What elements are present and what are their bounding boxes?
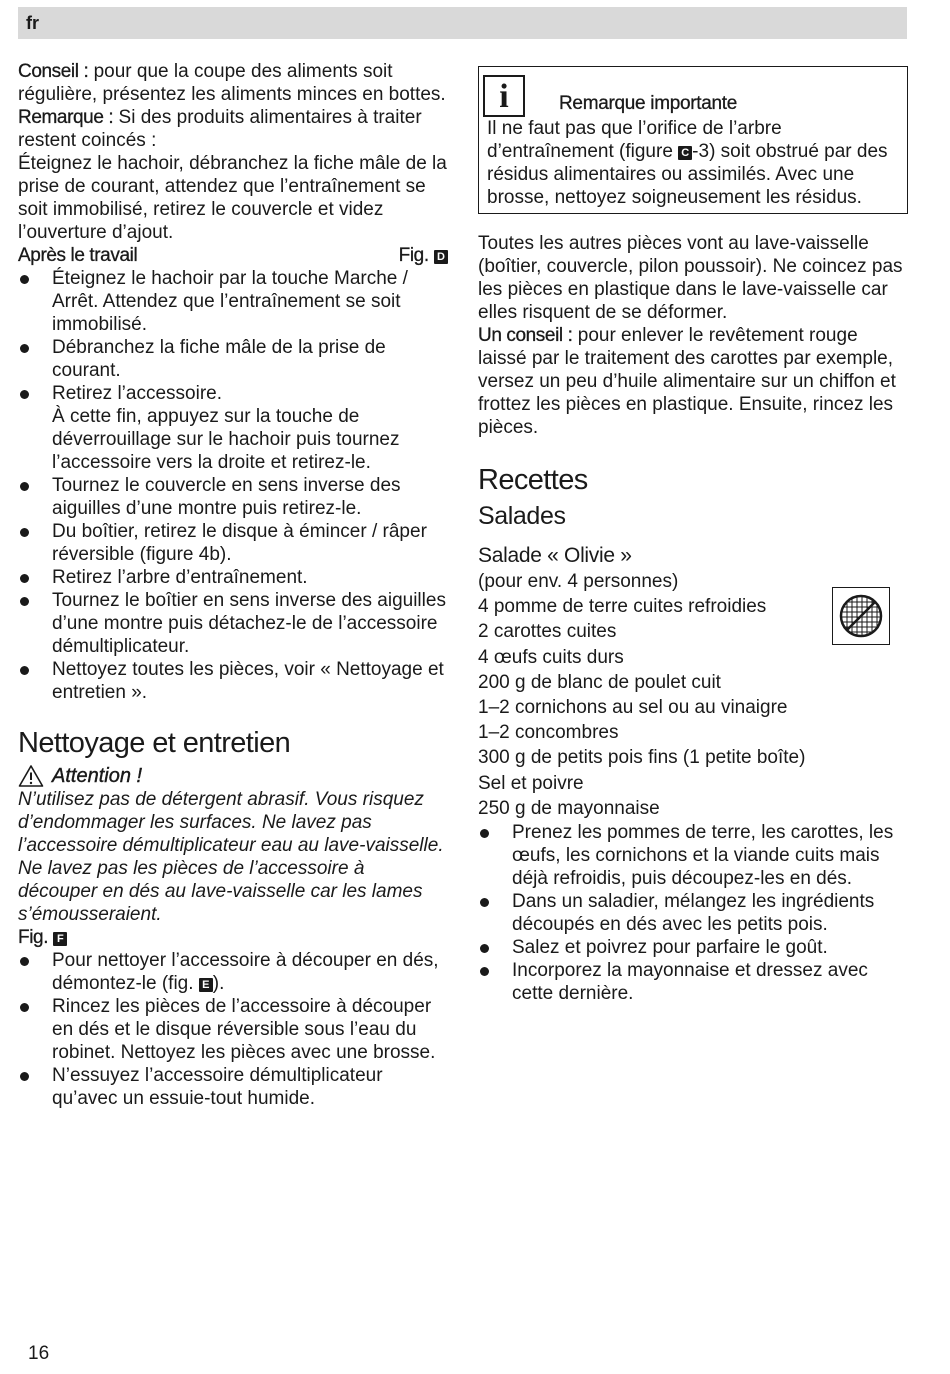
- recipe-steps: [478, 821, 908, 1005]
- ingredient-line: 4 œufs cuits durs: [478, 646, 624, 668]
- tip-paragraph: [478, 324, 908, 439]
- note-text: [487, 117, 907, 209]
- ingredient-line: 200 g de blanc de poulet cuit: [478, 671, 721, 693]
- cleaning-list: [18, 949, 448, 1110]
- apres-list: [18, 267, 448, 704]
- page-number: 16: [28, 1343, 50, 1364]
- list-item: Nettoyez toutes les pièces, voir « Nettoyage et entretien ».: [18, 658, 448, 704]
- list-item: N’essuyez l’accessoire démultiplicateur qu’avec un essuie-tout humide.: [18, 1064, 448, 1110]
- dishwasher-paragraph: Toutes les autres pièces vont au lave-vaisselle (boîtier, couvercle, pilon poussoir). Ne coincez pas les pièces en plastique dans le lave-vaisselle car elles risquent de se déformer.: [478, 233, 903, 323]
- conseil-paragraph: [18, 60, 448, 106]
- ingredient-line: 2 carottes cuites: [478, 621, 617, 643]
- list-item: [18, 949, 448, 995]
- language-code: fr: [26, 13, 39, 33]
- fig-label: Fig.: [398, 245, 429, 266]
- recipe-title: Salade « Olivie »: [478, 544, 632, 567]
- list-item-text-end: ).: [212, 973, 225, 994]
- list-item: Retirez l’arbre d’entraînement.: [18, 566, 448, 589]
- fig-d-badge: D: [434, 250, 448, 264]
- list-item: Tournez le boîtier en sens inverse des aiguilles d’une montre puis détachez-le de l’accessoire démultiplicateur.: [18, 589, 448, 658]
- list-item-text: Retirez l’accessoire.: [52, 383, 222, 404]
- right-column: [478, 66, 908, 1005]
- list-item: Éteignez le hachoir par la touche Marche / Arrêt. Attendez que l’entraînement se soit immobilisé.: [18, 267, 448, 336]
- remarque-text: Si des produits alimentaires à traiter restent coincés :: [18, 107, 422, 151]
- no-dicing-grid-icon: [832, 587, 890, 645]
- list-item: Du boîtier, retirez le disque à émincer / râper réversible (figure 4b).: [18, 520, 448, 566]
- ingredient-line: 4 pomme de terre cuites refroidies: [478, 596, 767, 618]
- note-title: Remarque importante: [559, 93, 738, 114]
- list-item: [18, 382, 448, 474]
- list-item: Prenez les pommes de terre, les carottes, les œufs, les cornichons et la viande cuits mais déjà refroidis, puis découpez-les en dés.: [478, 821, 908, 890]
- remarque-label: Remarque :: [18, 107, 114, 128]
- tip-text: pour enlever le revêtement rouge laissé par le traitement des carottes par exemple, versez un peu d’huile alimentaire sur un chiffon et frottez les pièces en plastique. Ensuite, rincez les pièces.: [478, 325, 896, 438]
- tip-label: Un conseil :: [478, 325, 573, 346]
- list-item: Dans un saladier, mélangez les ingrédients découpés en dés avec les petits pois.: [478, 890, 908, 936]
- ingredient-line: 250 g de mayonnaise: [478, 797, 660, 819]
- ingredient-line: 1–2 cornichons au sel ou au vinaigre: [478, 697, 788, 719]
- salades-heading: Salades: [478, 502, 566, 530]
- fig-f-ref: [18, 926, 448, 949]
- conseil-label: Conseil :: [18, 61, 89, 82]
- conseil-text: pour que la coupe des aliments soit régulière, présentez les aliments minces en bottes.: [18, 61, 446, 105]
- ingredient-line: (pour env. 4 personnes): [478, 571, 679, 592]
- fig-e-badge: E: [199, 978, 213, 992]
- attention-label: Attention !: [52, 764, 143, 787]
- recettes-heading: Recettes: [478, 464, 588, 496]
- important-note-box: [478, 66, 908, 214]
- fig-f-badge: F: [53, 932, 67, 946]
- ingredient-line: 300 g de petits pois fins (1 petite boîte): [478, 747, 806, 769]
- remarque-paragraph: [18, 106, 448, 152]
- apres-heading: [18, 244, 448, 267]
- apres-title: Après le travail: [18, 245, 138, 266]
- fig-label: Fig.: [18, 927, 49, 948]
- left-column: [18, 60, 448, 1110]
- ingredient-line: 1–2 concombres: [478, 722, 619, 744]
- list-item: Salez et poivrez pour parfaire le goût.: [478, 936, 908, 959]
- attention-text: N’utilisez pas de détergent abrasif. Vous risquez d’endommager les surfaces. Ne lavez pas l’accessoire démultiplicateur eau au lave-vaisselle. Ne lavez pas les pièces de l’accessoire à découper en dés au lave-vaisselle car les lames s’émousseraient.: [18, 789, 444, 925]
- list-item: Tournez le couvercle en sens inverse des aiguilles d’une montre puis retirez-le.: [18, 474, 448, 520]
- remarque-body: Éteignez le hachoir, débranchez la fiche mâle de la prise de courant, attendez que l’entraînement se soit immobilisé, retirez le couvercle et videz l’ouverture d’ajout.: [18, 153, 447, 243]
- language-header-bar: [18, 7, 907, 39]
- list-item-text: Pour nettoyer l’accessoire à découper en dés, démontez-le (fig.: [52, 950, 439, 994]
- no-dicing-grid-svg: [833, 588, 889, 644]
- info-icon: i: [483, 75, 525, 117]
- ingredient-line: Sel et poivre: [478, 772, 584, 794]
- attention-heading: [18, 764, 448, 788]
- list-item: Incorporez la mayonnaise et dressez avec cette dernière.: [478, 959, 908, 1005]
- note-text-b: -3) soit obstrué par des résidus alimentaires ou assimilés. Avec une brosse, nettoyez soigneusement les résidus.: [487, 141, 888, 208]
- list-item: Rincez les pièces de l’accessoire à découper en dés et le disque réversible sous l’eau du robinet. Nettoyez les pièces avec une brosse.: [18, 995, 448, 1064]
- note-text-a: Il ne faut pas que l’orifice de l’arbre d’entraînement (figure: [487, 118, 782, 162]
- note-header: [487, 67, 907, 117]
- list-item-extra: À cette fin, appuyez sur la touche de déverrouillage sur le hachoir puis tournez l’accessoire vers la droite et retirez-le.: [52, 406, 400, 473]
- list-item: Débranchez la fiche mâle de la prise de courant.: [18, 336, 448, 382]
- warning-triangle-icon: [18, 764, 44, 788]
- nettoyage-heading: Nettoyage et entretien: [18, 727, 291, 759]
- apres-fig-ref: [399, 244, 448, 267]
- fig-c-badge: C: [678, 146, 692, 160]
